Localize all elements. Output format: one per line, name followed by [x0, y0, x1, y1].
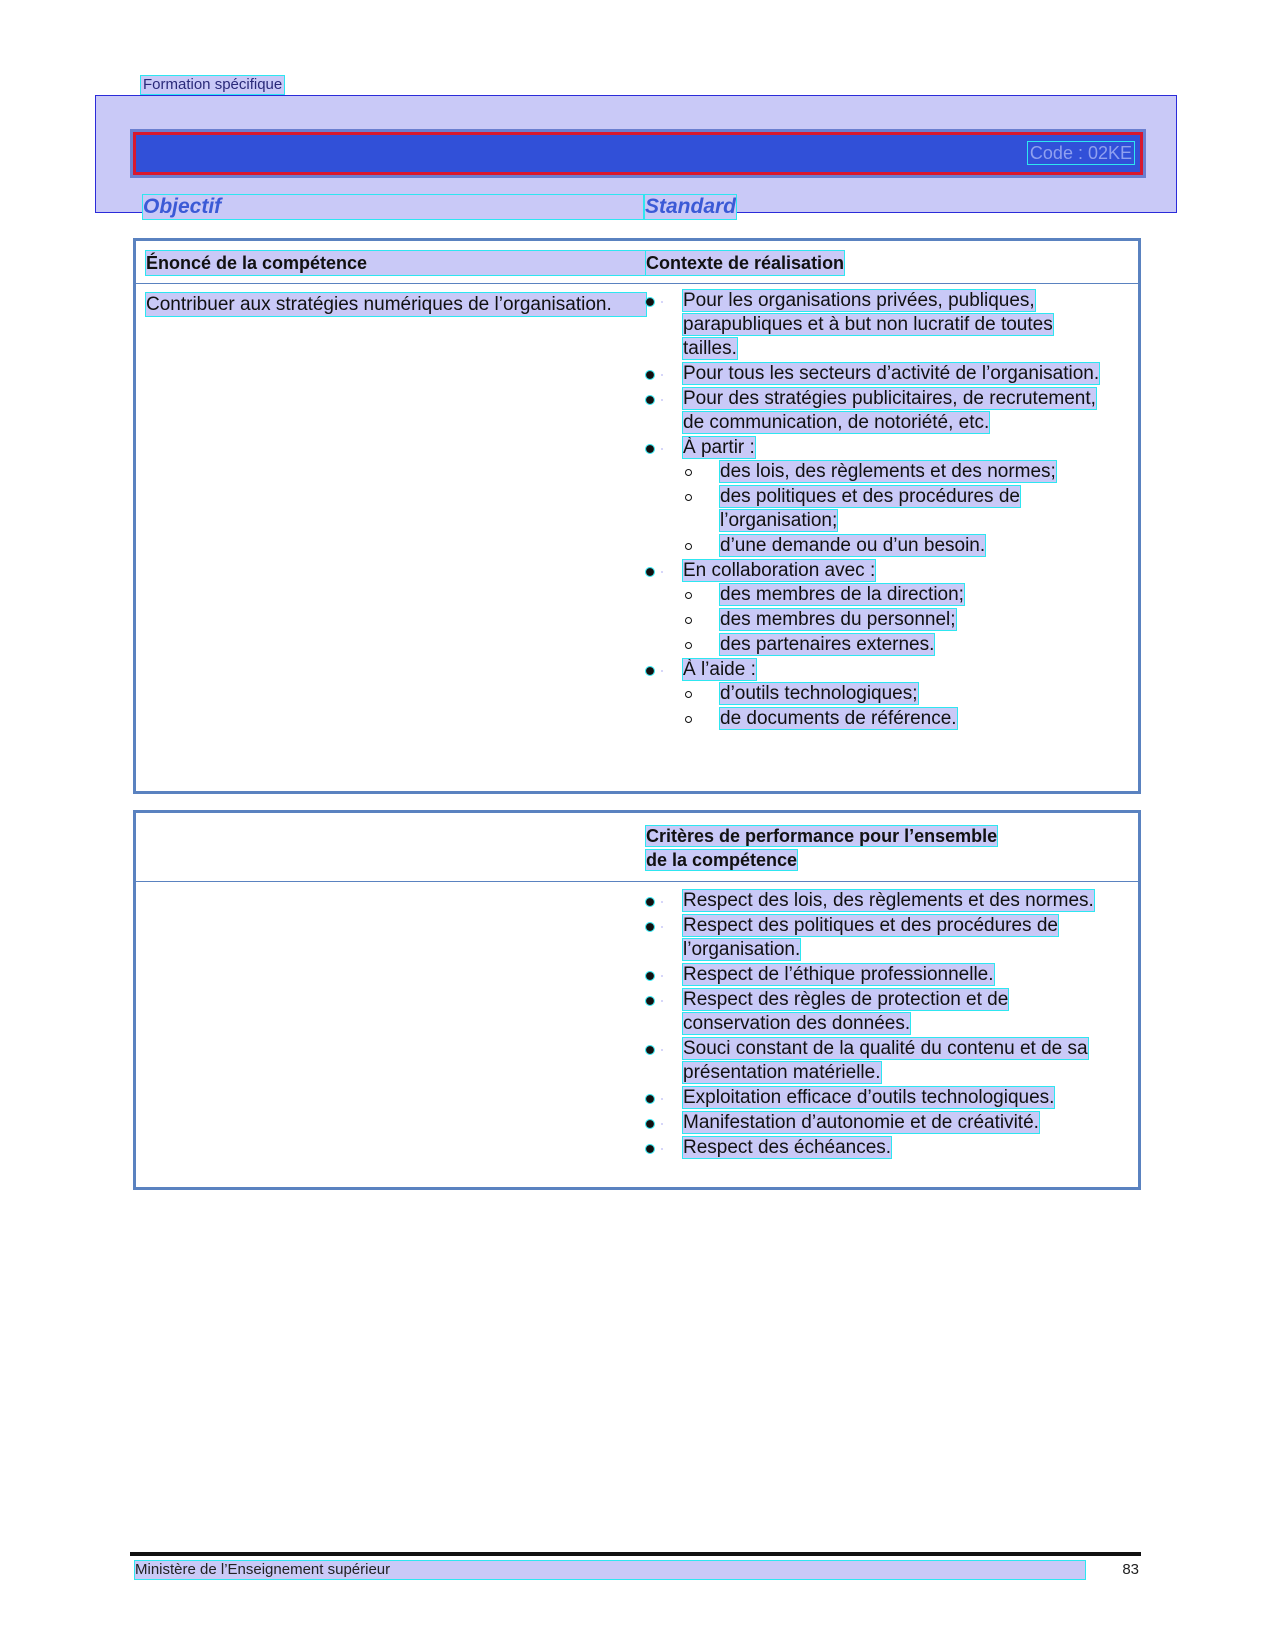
list-item — [646, 988, 1121, 1036]
objectif-label: Objectif — [143, 195, 643, 219]
sublist — [683, 583, 1106, 657]
enonce-heading: Énoncé de la compétence — [146, 251, 646, 275]
bullet-icon — [646, 396, 654, 404]
circle-bullet-icon — [685, 642, 692, 649]
bullet-icon — [646, 298, 654, 306]
criteria-table — [133, 810, 1141, 1190]
sublist — [683, 682, 1106, 731]
list-item — [646, 559, 1106, 657]
list-item-text: Respect des règles de protection et de conservation des données. — [683, 989, 1009, 1034]
list-item — [646, 436, 1106, 558]
competence-code: Code : 02KE — [1029, 143, 1132, 163]
bullet-icon — [646, 445, 654, 453]
list-item — [646, 1037, 1121, 1085]
bullet-icon — [646, 923, 654, 931]
contexte-heading: Contexte de réalisation — [646, 253, 845, 273]
sublist-item-text: des lois, des règlements et des normes; — [720, 461, 1056, 482]
criteria-heading-line1: Critères de performance pour l’ensemble — [646, 826, 998, 846]
bullet-icon — [646, 1145, 654, 1153]
running-head: Formation spécifique — [143, 76, 283, 93]
circle-bullet-icon — [685, 543, 692, 550]
list-item-text: Respect des lois, des règlements et des normes. — [683, 890, 1094, 911]
bullet-icon — [646, 997, 654, 1005]
circle-bullet-icon — [685, 494, 692, 501]
bullet-icon — [646, 1046, 654, 1054]
circle-bullet-icon — [685, 469, 692, 476]
list-item-text: Pour des stratégies publicitaires, de recrutement, de communication, de notoriété, etc. — [683, 388, 1096, 433]
sublist-item — [683, 682, 1106, 706]
list-item-text: Respect des échéances. — [683, 1137, 892, 1158]
circle-bullet-icon — [685, 617, 692, 624]
sublist-item — [683, 485, 1106, 533]
list-item-text: Manifestation d’autonomie et de créativité. — [683, 1112, 1039, 1133]
list-item-text: Pour les organisations privées, publiques, parapubliques et à but non lucratif de toutes tailles. — [683, 290, 1053, 359]
list-item-text: À l’aide : — [683, 659, 756, 680]
page-number: 83 — [1122, 1561, 1139, 1578]
list-item-text: Respect des politiques et des procédures de l’organisation. — [683, 915, 1058, 960]
list-item — [646, 387, 1106, 435]
sublist-item-text: d’outils technologiques; — [720, 683, 918, 704]
footer-ministry: Ministère de l’Enseignement supérieur — [135, 1561, 1085, 1579]
table-header-divider — [136, 283, 1138, 284]
list-item — [646, 289, 1106, 361]
bullet-icon — [646, 898, 654, 906]
table-header-divider — [136, 881, 1138, 882]
circle-bullet-icon — [685, 716, 692, 723]
circle-bullet-icon — [685, 592, 692, 599]
list-item — [646, 1111, 1121, 1135]
list-item-text: En collaboration avec : — [683, 560, 876, 581]
bullet-icon — [646, 667, 654, 675]
sublist-item-text: des partenaires externes. — [720, 634, 935, 655]
bullet-icon — [646, 371, 654, 379]
competence-table — [133, 238, 1141, 794]
sublist-item-text: des membres du personnel; — [720, 609, 956, 630]
list-item — [646, 658, 1106, 731]
standard-label: Standard — [645, 195, 737, 218]
sublist-item — [683, 633, 1106, 657]
sublist — [683, 460, 1106, 558]
sublist-item — [683, 583, 1106, 607]
list-item — [646, 889, 1121, 913]
list-item — [646, 914, 1121, 962]
sublist-item-text: des membres de la direction; — [720, 584, 964, 605]
code-bar — [133, 132, 1143, 175]
circle-bullet-icon — [685, 691, 692, 698]
bullet-icon — [646, 972, 654, 980]
criteria-heading — [646, 824, 1046, 872]
bullet-icon — [646, 1120, 654, 1128]
list-item — [646, 1136, 1121, 1160]
sublist-item — [683, 608, 1106, 632]
sublist-item — [683, 707, 1106, 731]
list-item-text: Exploitation efficace d’outils technologiques. — [683, 1087, 1055, 1108]
criteria-list — [646, 889, 1121, 1161]
bullet-icon — [646, 1095, 654, 1103]
contexte-list — [646, 289, 1106, 732]
criteria-heading-line2: de la compétence — [646, 850, 798, 870]
list-item-text: Souci constant de la qualité du contenu et de sa présentation matérielle. — [683, 1038, 1088, 1083]
sublist-item — [683, 534, 1106, 558]
list-item — [646, 963, 1121, 987]
sublist-item — [683, 460, 1106, 484]
sublist-item-text: d’une demande ou d’un besoin. — [720, 535, 986, 556]
sublist-item-text: des politiques et des procédures de l’organisation; — [720, 486, 1020, 531]
list-item — [646, 362, 1106, 386]
sublist-item-text: de documents de référence. — [720, 708, 957, 729]
enonce-text: Contribuer aux stratégies numériques de l’organisation. — [146, 293, 646, 316]
list-item-text: Respect de l’éthique professionnelle. — [683, 964, 994, 985]
list-item-text: À partir : — [683, 437, 755, 458]
list-item — [646, 1086, 1121, 1110]
footer-rule — [130, 1552, 1141, 1556]
list-item-text: Pour tous les secteurs d’activité de l’organisation. — [683, 363, 1100, 384]
bullet-icon — [646, 568, 654, 576]
